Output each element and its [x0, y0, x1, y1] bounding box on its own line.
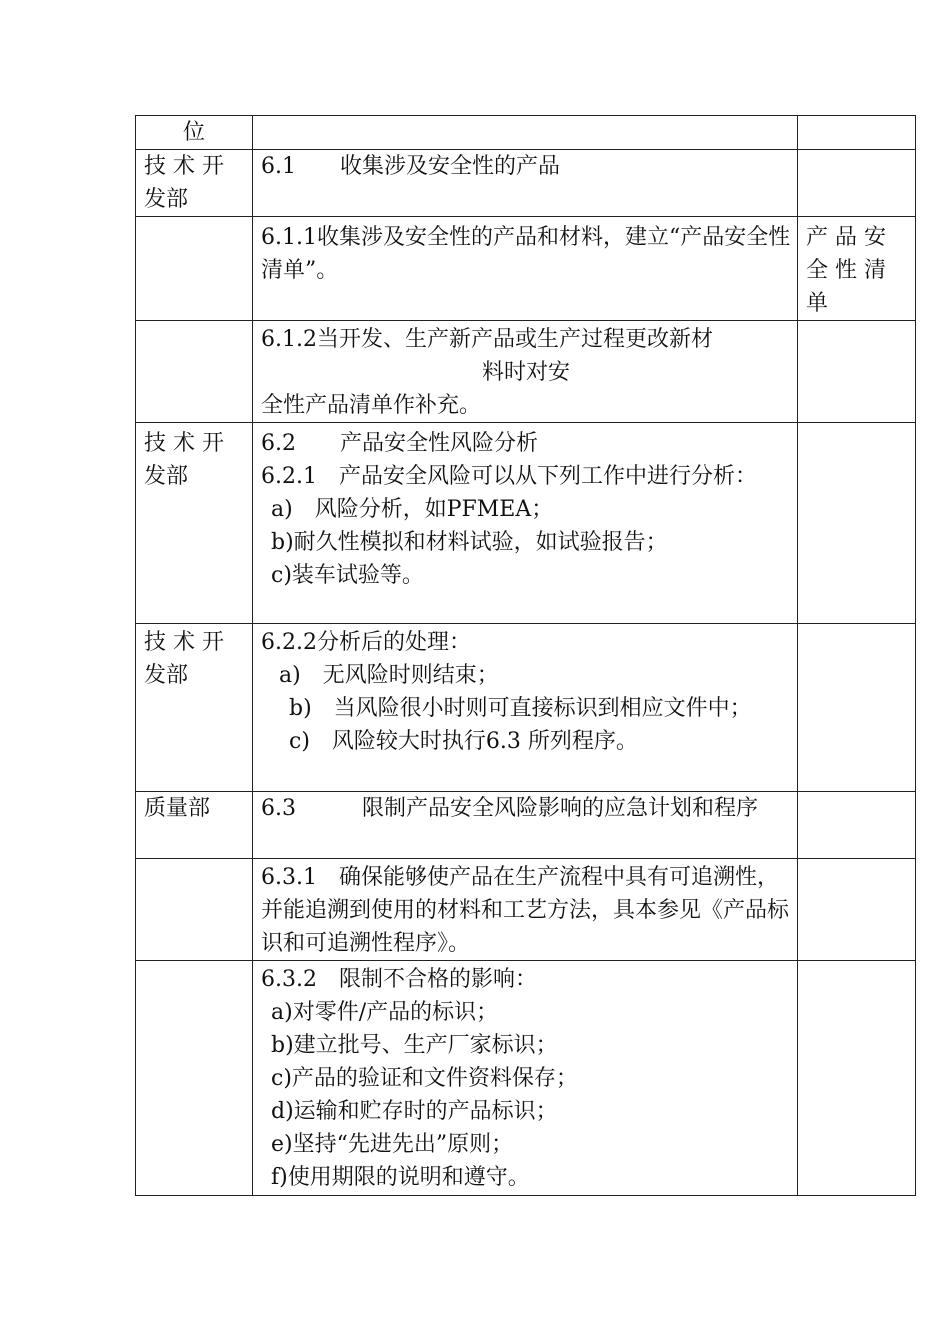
content-line: c)装车试验等。 [271, 563, 424, 588]
record-cell [798, 624, 916, 792]
record-cell [798, 792, 916, 859]
content-line: c)产品的验证和文件资料保存； [271, 1066, 578, 1091]
dept-cell [136, 961, 253, 1196]
record-cell [798, 859, 916, 961]
table-row [136, 792, 916, 859]
content-cell [253, 321, 798, 423]
content-line: 6.3.1 确保能够使产品在生产流程中具有可追溯性，并能追溯到使用的材料和工艺方法，具本参见《产品标识和可追溯性程序》。 [261, 865, 790, 956]
content-line: e)坚持“先进先出”原则； [271, 1132, 514, 1157]
procedure-table [135, 115, 916, 1196]
content-line: 6.1 收集涉及安全性的产品 [261, 154, 560, 179]
content-line: 6.2.2分析后的处理： [261, 630, 471, 655]
record-cell [798, 116, 916, 150]
content-line: 6.3.2 限制不合格的影响： [261, 967, 537, 992]
record-text: 产 品 安 全 性 清 单 [806, 225, 893, 316]
table-row [136, 624, 916, 792]
table-row [136, 116, 916, 150]
content-line: b)耐久性模拟和材料试验，如试验报告； [271, 530, 668, 555]
content-cell [253, 961, 798, 1196]
dept-cell [136, 150, 253, 217]
content-line: f)使用期限的说明和遵守。 [271, 1165, 530, 1190]
record-cell [798, 321, 916, 423]
table-row [136, 150, 916, 217]
table-row [136, 859, 916, 961]
content-line: c) 风险较大时执行6.3 所列程序。 [289, 729, 638, 754]
content-line: d)运输和贮存时的产品标识； [271, 1099, 558, 1124]
dept-text: 技 术 开 发部 [144, 154, 231, 212]
record-cell [798, 150, 916, 217]
content-line: 料时对安 [481, 360, 570, 385]
table-row [136, 321, 916, 423]
content-line: 6.2 产品安全性风险分析 [261, 431, 538, 456]
record-cell [798, 961, 916, 1196]
table-row [136, 961, 916, 1196]
content-line: b)建立批号、生产厂家标识； [271, 1033, 558, 1058]
content-line: 6.1.1收集涉及安全性的产品和材料，建立“产品安全性清单”。 [261, 225, 791, 283]
record-cell [798, 423, 916, 624]
dept-text: 技 术 开 发部 [144, 431, 231, 489]
dept-text: 位 [182, 120, 205, 145]
content-cell [253, 116, 798, 150]
dept-cell [136, 116, 253, 150]
content-cell [253, 423, 798, 624]
content-cell [253, 859, 798, 961]
dept-cell [136, 217, 253, 321]
dept-text: 质量部 [144, 796, 211, 821]
content-line: 6.2.1 产品安全风险可以从下列工作中进行分析： [261, 464, 757, 489]
content-line: a)对零件/产品的标识； [271, 1000, 499, 1025]
content-line: 6.3 限制产品安全风险影响的应急计划和程序 [261, 796, 758, 821]
content-line: 6.1.2当开发、生产新产品或生产过程更改新材 [261, 327, 713, 352]
dept-cell [136, 321, 253, 423]
content-cell [253, 150, 798, 217]
content-cell [253, 217, 798, 321]
dept-cell [136, 859, 253, 961]
dept-text: 技 术 开 发部 [144, 630, 231, 688]
record-cell [798, 217, 916, 321]
table-row [136, 217, 916, 321]
content-line: a) 无风险时则结束； [279, 663, 499, 688]
content-cell [253, 792, 798, 859]
content-line: 全性产品清单作补充。 [261, 393, 482, 418]
dept-cell [136, 423, 253, 624]
content-line: a) 风险分析，如PFMEA； [271, 497, 554, 522]
table-row [136, 423, 916, 624]
content-line: b) 当风险很小时则可直接标识到相应文件中； [289, 696, 752, 721]
content-cell [253, 624, 798, 792]
dept-cell [136, 624, 253, 792]
dept-cell [136, 792, 253, 859]
